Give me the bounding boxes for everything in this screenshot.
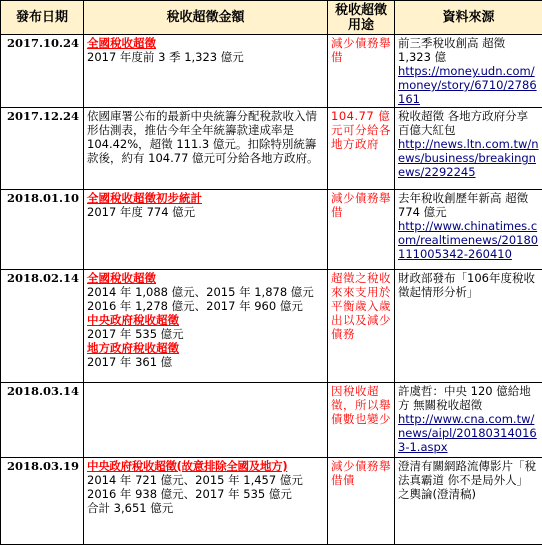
amount-line: 2016 年 1,278 億元、2017 年 960 億元 (87, 299, 324, 313)
source-text: 去年稅收創歷年新高 超徵 774 億元 (398, 191, 539, 219)
amount-cell (84, 458, 328, 545)
header-date: 發布日期 (1, 1, 84, 35)
header-usage: 稅收超徵 用途 (328, 1, 395, 35)
source-text: 許虞哲：中央 120 億給地方 無關稅收超徵 (398, 384, 539, 412)
amount-line: 2014 年 1,088 億元、2015 年 1,878 億元 (87, 285, 324, 299)
date-cell: 2018.02.14 (1, 270, 84, 383)
amount-line: 2017 年度 774 億元 (87, 205, 324, 219)
source-cell (395, 383, 542, 458)
usage-cell: 減少債務舉借 (328, 190, 395, 270)
amount-line: 2017 年度前 3 季 1,323 億元 (87, 50, 324, 64)
source-cell (395, 458, 542, 545)
amount-line: 地方政府稅收超徵 (87, 341, 324, 355)
amount-line: 2017 年 535 億元 (87, 327, 324, 341)
amount-line: 合計 3,651 億元 (87, 501, 324, 515)
table-row (1, 35, 542, 108)
amount-line: 全國稅收超徵 (87, 36, 324, 50)
source-link[interactable]: http://www.chinatimes.com/realtimenews/20180111005342-260410 (398, 219, 539, 261)
table-row (1, 270, 542, 383)
header-row (1, 1, 542, 35)
amount-cell (84, 190, 328, 270)
date-cell: 2017.10.24 (1, 35, 84, 108)
date-cell: 2017.12.24 (1, 108, 84, 190)
source-cell (395, 108, 542, 190)
source-link[interactable]: http://news.ltn.com.tw/news/business/breakingnews/2292245 (398, 137, 539, 179)
amount-line: 全國稅收超徵初步統計 (87, 191, 324, 205)
date-cell: 2018.03.14 (1, 383, 84, 458)
source-text: 前三季稅收創高 超徵 1,323 億 (398, 36, 539, 64)
date-cell: 2018.01.10 (1, 190, 84, 270)
amount-line: 2017 年 361 億 (87, 355, 324, 369)
usage-cell: 減少債務舉借 (328, 35, 395, 108)
amount-cell (84, 270, 328, 383)
table-row (1, 190, 542, 270)
amount-cell (84, 383, 328, 458)
usage-cell: 因稅收超徵，所以舉債數也變少 (328, 383, 395, 458)
source-text: 財政部發布「106年度稅收徵起情形分析」 (398, 271, 539, 299)
usage-cell: 減少債務舉借債 (328, 458, 395, 545)
table-row (1, 108, 542, 190)
source-link[interactable]: http://www.cna.com.tw/news/aipl/201803140163-1.aspx (398, 412, 539, 454)
source-cell (395, 270, 542, 383)
source-cell (395, 190, 542, 270)
header-amount: 稅收超徵金額 (84, 1, 328, 35)
header-source: 資料來源 (395, 1, 542, 35)
source-cell (395, 35, 542, 108)
amount-cell (84, 35, 328, 108)
source-text: 稅收超徵 各地方政府分享百億大紅包 (398, 109, 539, 137)
table-row (1, 458, 542, 545)
table-row (1, 383, 542, 458)
source-text: 澄清有關網路流傳影片「稅法真霸道 你不是局外人」之輿論(澄清稿) (398, 459, 539, 501)
usage-cell: 104.77 億元可分給各地方政府 (328, 108, 395, 190)
amount-line: 2014 年 721 億元、2015 年 1,457 億元 (87, 473, 324, 487)
usage-cell: 超徵之稅收來來支用於平衡歲入歲出以及減少債務 (328, 270, 395, 383)
date-cell: 2018.03.19 (1, 458, 84, 545)
amount-line: 中央政府稅收超徵 (87, 313, 324, 327)
amount-cell (84, 108, 328, 190)
amount-line: 2016 年 938 億元、2017 年 535 億元 (87, 487, 324, 501)
source-link[interactable]: https://money.udn.com/money/story/6710/2786161 (398, 64, 539, 106)
amount-line: 中央政府稅收超徵(故意排除全國及地方) (87, 459, 324, 473)
amount-line: 依國庫署公布的最新中央統籌分配稅款收入情形估測表，推估今年全年統籌款達成率是 104.42%，超徵 111.3 億元。扣除特別統籌款後，約有 104.77 億元可分給各地方政府。 (87, 109, 324, 165)
amount-line: 全國稅收超徵 (87, 271, 324, 285)
